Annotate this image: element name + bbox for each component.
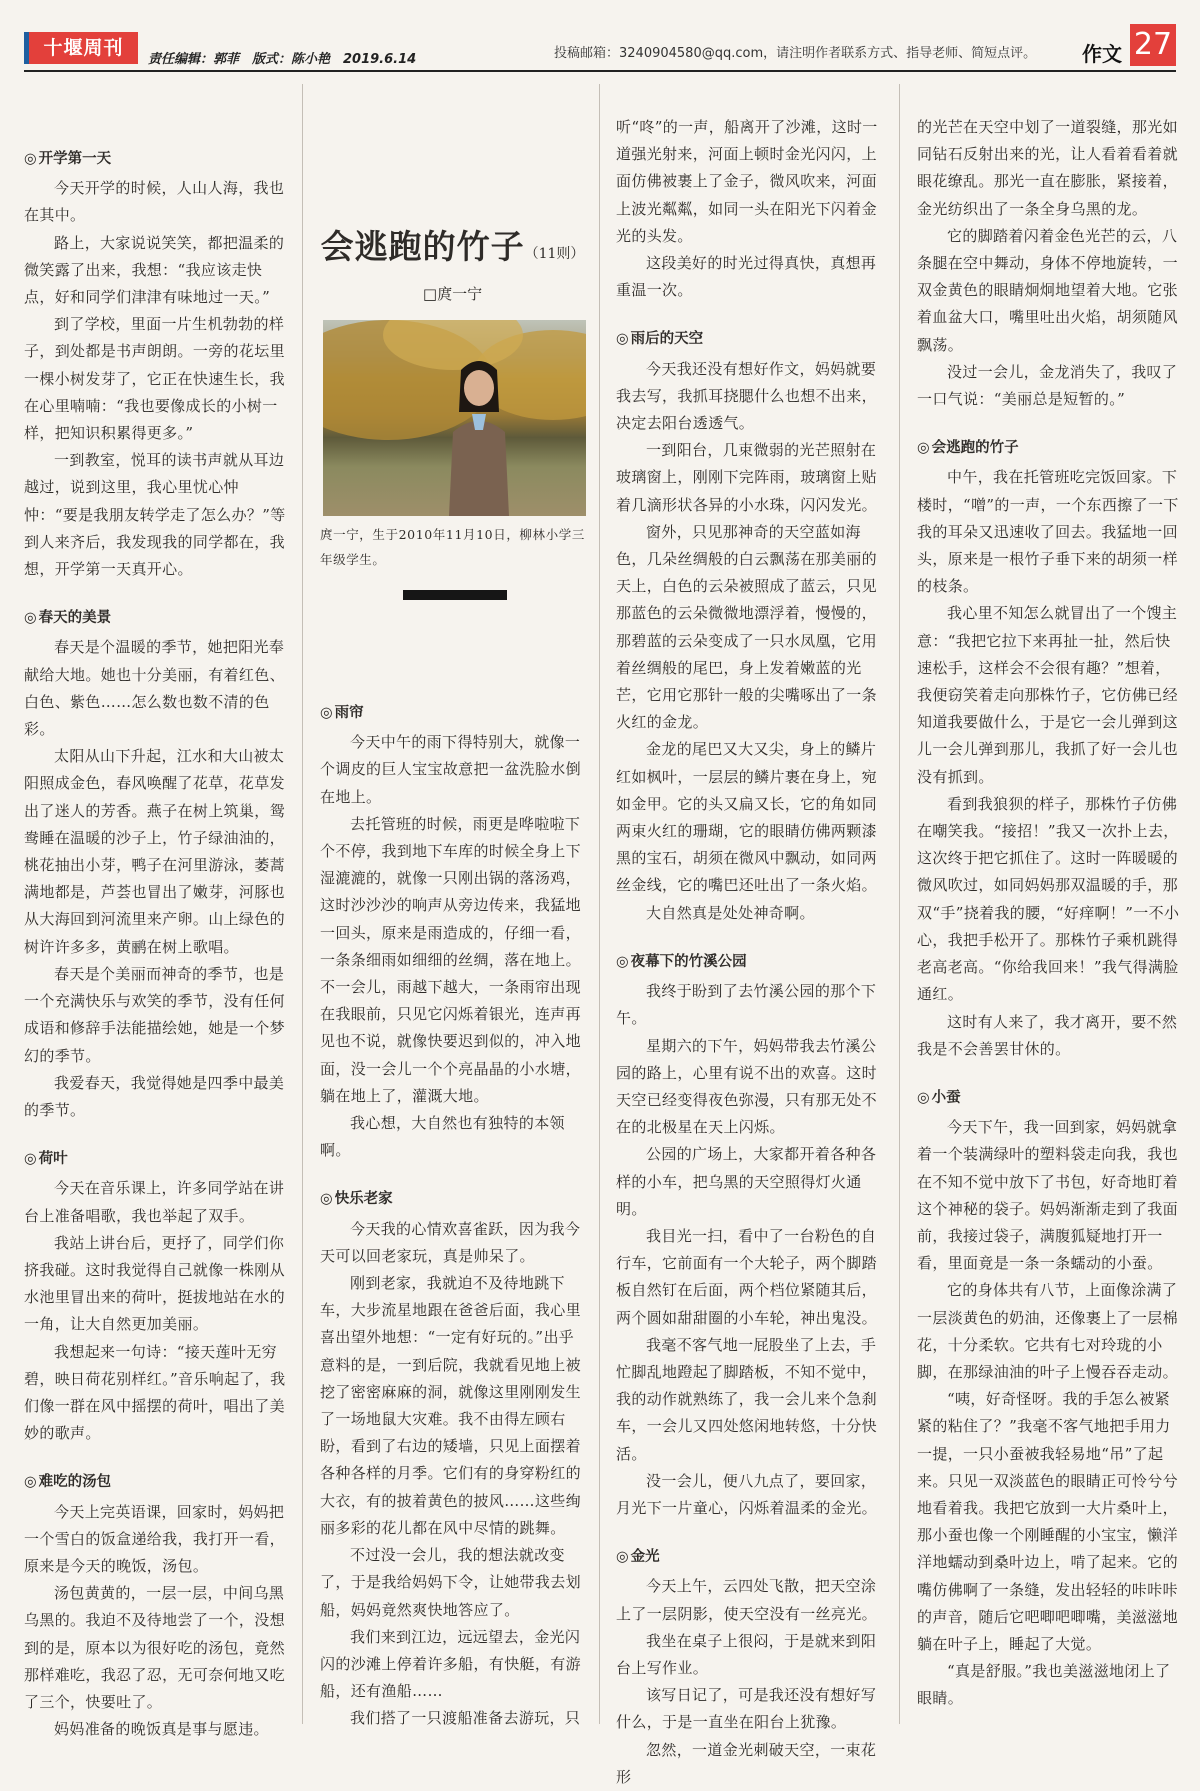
masthead-logo: 十堰周刊 [24, 32, 138, 64]
story-paragraph: “真是舒服。”我也美滋滋地闭上了眼睛。 [917, 1662, 1171, 1708]
story-marker-icon: ◎ [917, 1089, 930, 1106]
text-column-1 [24, 146, 286, 1743]
story-paragraph: 听“咚”的一声，船离开了沙滩，这时一道强光射来，河面上顿时金光闪闪，上面仿佛被裹上了金子，微风吹来，河面上波光粼粼，如同一头在阳光下闪着金光的头发。 [616, 118, 878, 245]
story-paragraph: 我毫不客气地一屁股坐了上去，手忙脚乱地蹬起了脚踏板，不知不觉中，我的动作就熟练了，我一会儿来个急刹车，一会儿又四处悠闲地转悠，十分快活。 [616, 1335, 877, 1463]
story-paragraph: 这时有人来了，我才离开，要不然我是不会善罢甘休的。 [917, 1012, 1178, 1058]
story-paragraph: 刚到老家，我就迫不及待地跳下车，大步流星地跟在爸爸后面，我心里喜出望外地想：“一定有好玩的。”出乎意料的是，一到后院，我就看见地上被挖了密密麻麻的洞，就像这里刚刚发生了一场地鼠大灾难。我不由得左顾右盼，看到了右边的矮墙，只见上面摆着各种各样的月季。它们有的身穿粉红的大衣，有的披着黄色的披风……这些绚丽多彩的花儿都在风中尽情的跳舞。 [320, 1274, 581, 1537]
story-paragraph: 金龙的尾巴又大又尖，身上的鳞片红如枫叶，一层层的鳞片裹在身上，宛如金甲。它的头又扁又长，它的角如同两束火红的珊瑚，它的眼睛仿佛两颗漆黑的宝石，胡须在微风中飘动，如同两丝金线，它的嘴巴还吐出了一条火焰。 [616, 740, 877, 895]
page-number: 27 [1130, 24, 1176, 66]
story-count: （11则） [524, 246, 585, 262]
story-marker-icon: ◎ [24, 1151, 37, 1168]
story-paragraph: 去托管班的时候，雨更是哗啦啦下个不停，我到地下车库的时候全身上下湿漉漉的，就像一只刚出锅的落汤鸡，这时沙沙沙的响声从旁边传来，我猛地一回头，原来是雨造成的，仔细一看，一条条细雨如细细的丝绸，落在地上。不一会儿，雨越下越大，一条雨帘出现在我眼前，只见它闪烁着银光，连声再见也不说，就像快要迟到似的，冲入地面，没一会儿一个个亮晶晶的小水塘，躺在地上了，灌溉大地。 [320, 814, 581, 1105]
story-paragraph: 春天是个温暖的季节，她把阳光奉献给大地。她也十分美丽，有着红色、白色、紫色……怎么数也数不清的色彩。 [24, 638, 285, 739]
story-marker-icon: ◎ [616, 1549, 629, 1566]
story-paragraph: 我爱春天，我觉得她是四季中最美的季节。 [24, 1073, 285, 1119]
text-column-3 [616, 114, 883, 1791]
story-paragraph: 我坐在桌子上很闷，于是就来到阳台上写作业。 [616, 1631, 877, 1677]
story-title: ◎ 会逃跑的竹子 [917, 440, 1019, 457]
story-marker-icon: ◎ [320, 705, 333, 721]
story-paragraph: 今天下午，我一回到家，妈妈就拿着一个装满绿叶的塑料袋走向我，我也在不知不觉中放下了书包，好奇地盯着这个神秘的袋子。妈妈渐渐走到了我面前，我接过袋子，满腹狐疑地打开一看，里面竟是一条一条蠕动的小蚕。 [917, 1118, 1178, 1273]
story-title: ◎ 小蚕 [917, 1089, 961, 1106]
story-title: ◎ 夜幕下的竹溪公园 [616, 953, 747, 970]
story-title: ◎ 雨帘 [320, 705, 364, 721]
story-marker-icon: ◎ [24, 151, 37, 167]
story-paragraph: 的光芒在天空中划了一道裂缝，那光如同钻石反射出来的光，让人看着看着就眼花缭乱。那光一直在膨胀，紧接着，金光纺织出了一条全身乌黑的龙。 [917, 118, 1178, 218]
story-paragraph: 忽然，一道金光刺破天空，一束花形 [616, 1740, 877, 1786]
girl-figure [439, 350, 519, 516]
story-paragraph: 今天开学的时候，人山人海，我也在其中。 [24, 179, 285, 225]
story-marker-icon: ◎ [320, 1191, 333, 1208]
story-paragraph: 今天我还没有想好作文，妈妈就要我去写，我抓耳挠腮什么也想不出来，决定去阳台透透气。 [616, 359, 877, 433]
story-paragraph: 到了学校，里面一片生机勃勃的样子，到处都是书声朗朗。一旁的花坛里一棵小树发芽了，它正在快速生长，我在心里喃喃：“我也要像成长的小树一样，把知识积累得更多。” [24, 315, 285, 443]
text-column-2 [320, 700, 585, 1733]
story-paragraph: 没一会儿，便八九点了，要回家，月光下一片童心，闪烁着温柔的金光。 [616, 1471, 877, 1517]
section-name: 作文 [1082, 42, 1122, 66]
story-paragraph: 今天中午的雨下得特别大，就像一个调皮的巨人宝宝故意把一盆洗脸水倒在地上。 [320, 733, 581, 806]
story-paragraph: 今天上午，云四处飞散，把天空涂上了一层阴影，使天空没有一丝亮光。 [616, 1577, 877, 1623]
story-title: ◎ 春天的美景 [24, 610, 112, 627]
text-column-4 [917, 114, 1182, 1713]
author-byline: □庹一宁 [422, 285, 483, 303]
story-marker-icon: ◎ [917, 440, 930, 457]
story-title: ◎ 金光 [616, 1549, 660, 1566]
story-paragraph: 我们来到江边，远远望去，金光闪闪的沙滩上停着许多船，有快艇，有游船，还有渔船…… [320, 1627, 581, 1701]
story-paragraph: 窗外，只见那神奇的天空蓝如海色，几朵丝绸般的白云飘荡在那美丽的天上，白色的云朵被照成了蓝云，只见那蓝色的云朵微微地漂浮着，慢慢的，那碧蓝的云朵变成了一只水凤凰，它用着丝绸般的尾巴，身上发着嫩蓝的光芒，它用它那针一般的尖嘴啄出了一条火红的金龙。 [616, 522, 877, 732]
story-title: ◎ 荷叶 [24, 1151, 68, 1168]
story-paragraph: 星期六的下午，妈妈带我去竹溪公园的路上，心里有说不出的欢喜。这时天空已经变得夜色弥漫，只有那无处不在的北极星在天上闪烁。 [616, 1036, 877, 1137]
story-paragraph: 这段美好的时光过得真快，真想再重温一次。 [616, 254, 877, 300]
story-paragraph: 大自然真是处处神奇啊。 [646, 903, 815, 922]
story-paragraph: 今天我的心情欢喜雀跃，因为我今天可以回老家玩，真是帅呆了。 [320, 1219, 581, 1265]
story-paragraph: 今天在音乐课上，许多同学站在讲台上准备唱歌，我也举起了双手。 [24, 1179, 285, 1225]
story-paragraph: 我心想，大自然也有独特的本领啊。 [320, 1114, 565, 1160]
story-title: ◎ 开学第一天 [24, 151, 112, 167]
story-paragraph: 我终于盼到了去竹溪公园的那个下午。 [616, 982, 877, 1028]
story-paragraph: 妈妈准备的晚饭真是事与愿违。 [54, 1720, 269, 1739]
story-paragraph: 不过没一会儿，我的想法就改变了，于是我给妈妈下令，让她带我去划船，妈妈竟然爽快地答应了。 [320, 1546, 581, 1619]
story-marker-icon: ◎ [24, 1474, 37, 1491]
story-paragraph: 一到教室，悦耳的读书声就从耳边越过，说到这里，我心里忧心忡忡：“要是我朋友转学走了怎么办？”等到人来齐后，我发现我的同学都在，我想，开学第一天真开心。 [24, 451, 286, 579]
story-paragraph: 我目光一扫，看中了一台粉色的自行车，它前面有一个大轮子，两个脚踏板自然钉在后面，两个档位紧随其后，两个圆如甜甜圈的小车轮，神出鬼没。 [616, 1226, 877, 1327]
story-paragraph: 路上，大家说说笑笑，都把温柔的微笑露了出来，我想：“我应该走快点，好和同学们津津有味地过一天。” [24, 233, 285, 307]
story-paragraph: 今天上完英语课，回家时，妈妈把一个雪白的饭盒递给我，我打开一看，原来是今天的晚饭，汤包。 [24, 1502, 285, 1575]
feature-title: 会逃跑的竹子（11则） [320, 227, 585, 266]
story-title: ◎ 雨后的天空 [616, 331, 704, 348]
story-title: ◎ 难吃的汤包 [24, 1474, 112, 1491]
submission-info: 投稿邮箱：3240904580@qq.com，请注明作者联系方式、指导老师、简短点评。 [554, 46, 1037, 61]
story-paragraph: 汤包黄黄的，一层一层，中间乌黑乌黑的。我迫不及待地尝了一个，没想到的是，原本以为很好吃的汤包，竟然那样难吃，我忍了忍，无可奈何地又吃了三个，快要吐了。 [24, 1584, 285, 1711]
story-paragraph: 我想起来一句诗：“接天莲叶无穷碧，映日荷花别样红。”音乐响起了，我们像一群在风中摇摆的荷叶，唱出了美妙的歌声。 [24, 1342, 286, 1443]
story-paragraph: 我们搭了一只渡船准备去游玩，只 [350, 1709, 581, 1728]
photo-caption: 庹一宁，生于2010年11月10日，柳林小学三年级学生。 [320, 527, 585, 567]
story-marker-icon: ◎ [24, 610, 37, 627]
decorative-bar [403, 590, 507, 600]
editor-info: 责任编辑：郭菲 版式：陈小艳 2019.6.14 [148, 52, 417, 67]
feature-heading [320, 224, 585, 304]
column-divider [899, 84, 900, 1724]
story-paragraph: 太阳从山下升起，江水和大山被太阳照成金色，春风唤醒了花草，花草发出了迷人的芳香。燕子在树上筑巢，鸳鸯睡在温暖的沙子上，竹子绿油油的，桃花抽出小芽，鸭子在河里游泳，萎蒿满地都是，芦荟也冒出了嫩芽，河豚也从大海回到河流里来产卵。山上绿色的树许许多多，黄鹂在树上歌唱。 [24, 747, 285, 956]
author-photo [323, 320, 586, 516]
story-marker-icon: ◎ [616, 953, 629, 970]
story-paragraph: 它的脚踏着闪着金色光芒的云，八条腿在空中舞动，身体不停地旋转，一双金黄色的眼睛炯炯地望着大地。它张着血盆大口，嘴里吐出火焰，胡须随风飘荡。 [917, 226, 1178, 354]
story-title: ◎ 快乐老家 [320, 1191, 393, 1208]
story-paragraph: 没过一会儿，金龙消失了，我叹了一口气说：“美丽总是短暂的。” [917, 362, 1178, 409]
header-rule [24, 70, 1176, 72]
story-paragraph: 中午，我在托管班吃完饭回家。下楼时，“噌”的一声，一个东西擦了一下我的耳朵又迅速收了回去。我猛地一回头，原来是一根竹子垂下来的胡须一样的枝条。 [917, 468, 1179, 596]
column-divider [599, 84, 600, 1724]
story-paragraph: 公园的广场上，大家都开着各种各样的小车，把乌黑的天空照得灯火通明。 [616, 1145, 877, 1218]
story-paragraph: “咦，好奇怪呀。我的手怎么被紧紧的粘住了？”我毫不客气地把手用力一提，一只小蚕被我轻易地“吊”了起来。只见一双淡蓝色的眼睛正可怜兮兮地看着我。我把它放到一大片桑叶上，那小蚕也像一个刚睡醒的小宝宝，懒洋洋地蠕动到桑叶边上，啃了起来。它的嘴仿佛啊了一条缝，发出轻轻的咔咔咔的声音，随后它吧唧吧唧嘴，美滋滋地躺在叶子上，睡起了大觉。 [917, 1390, 1178, 1653]
story-paragraph: 我心里不知怎么就冒出了一个馊主意：“我把它拉下来再扯一扯，然后快速松手，这样会不会很有趣？”想着，我便窃笑着走向那株竹子，它仿佛已经知道我要做什么，于是它一会儿弹到这儿一会儿弹到那儿，我抓了好一会儿也没有抓到。 [917, 604, 1178, 786]
story-paragraph: 我站上讲台后，更抒了，同学们你挤我碰。这时我觉得自己就像一株刚从水池里冒出来的荷叶，挺拔地站在水的一角，让大自然更加美丽。 [24, 1233, 285, 1334]
story-paragraph: 看到我狼狈的样子，那株竹子仿佛在嘲笑我。“接招！”我又一次扑上去，这次终于把它抓住了。这时一阵暖暖的微风吹过，如同妈妈那双温暖的手，那双“手”挠着我的腰，“好痒啊！”一不小心，我把手松开了。那株竹子乘机跳得老高老高。“你给我回来！”我气得满脸通红。 [917, 794, 1180, 1004]
column-divider [302, 84, 303, 1724]
page-header [24, 28, 1176, 74]
story-paragraph: 春天是个美丽而神奇的季节，也是一个充满快乐与欢笑的季节，没有任何成语和修辞手法能描绘她，她是一个梦幻的季节。 [24, 964, 285, 1065]
story-paragraph: 一到阳台，几束微弱的光芒照射在玻璃窗上，刚刚下完阵雨，玻璃窗上贴着几滴形状各异的小水珠，闪闪发光。 [616, 441, 877, 514]
story-paragraph: 它的身体共有八节，上面像涂满了一层淡黄色的奶油，还像裹上了一层棉花，十分柔软。它共有七对玲珑的小脚，在那绿油油的叶子上慢吞吞走动。 [917, 1281, 1178, 1381]
story-marker-icon: ◎ [616, 331, 629, 348]
story-paragraph: 该写日记了，可是我还没有想好写什么，于是一直坐在阳台上犹豫。 [616, 1686, 877, 1732]
